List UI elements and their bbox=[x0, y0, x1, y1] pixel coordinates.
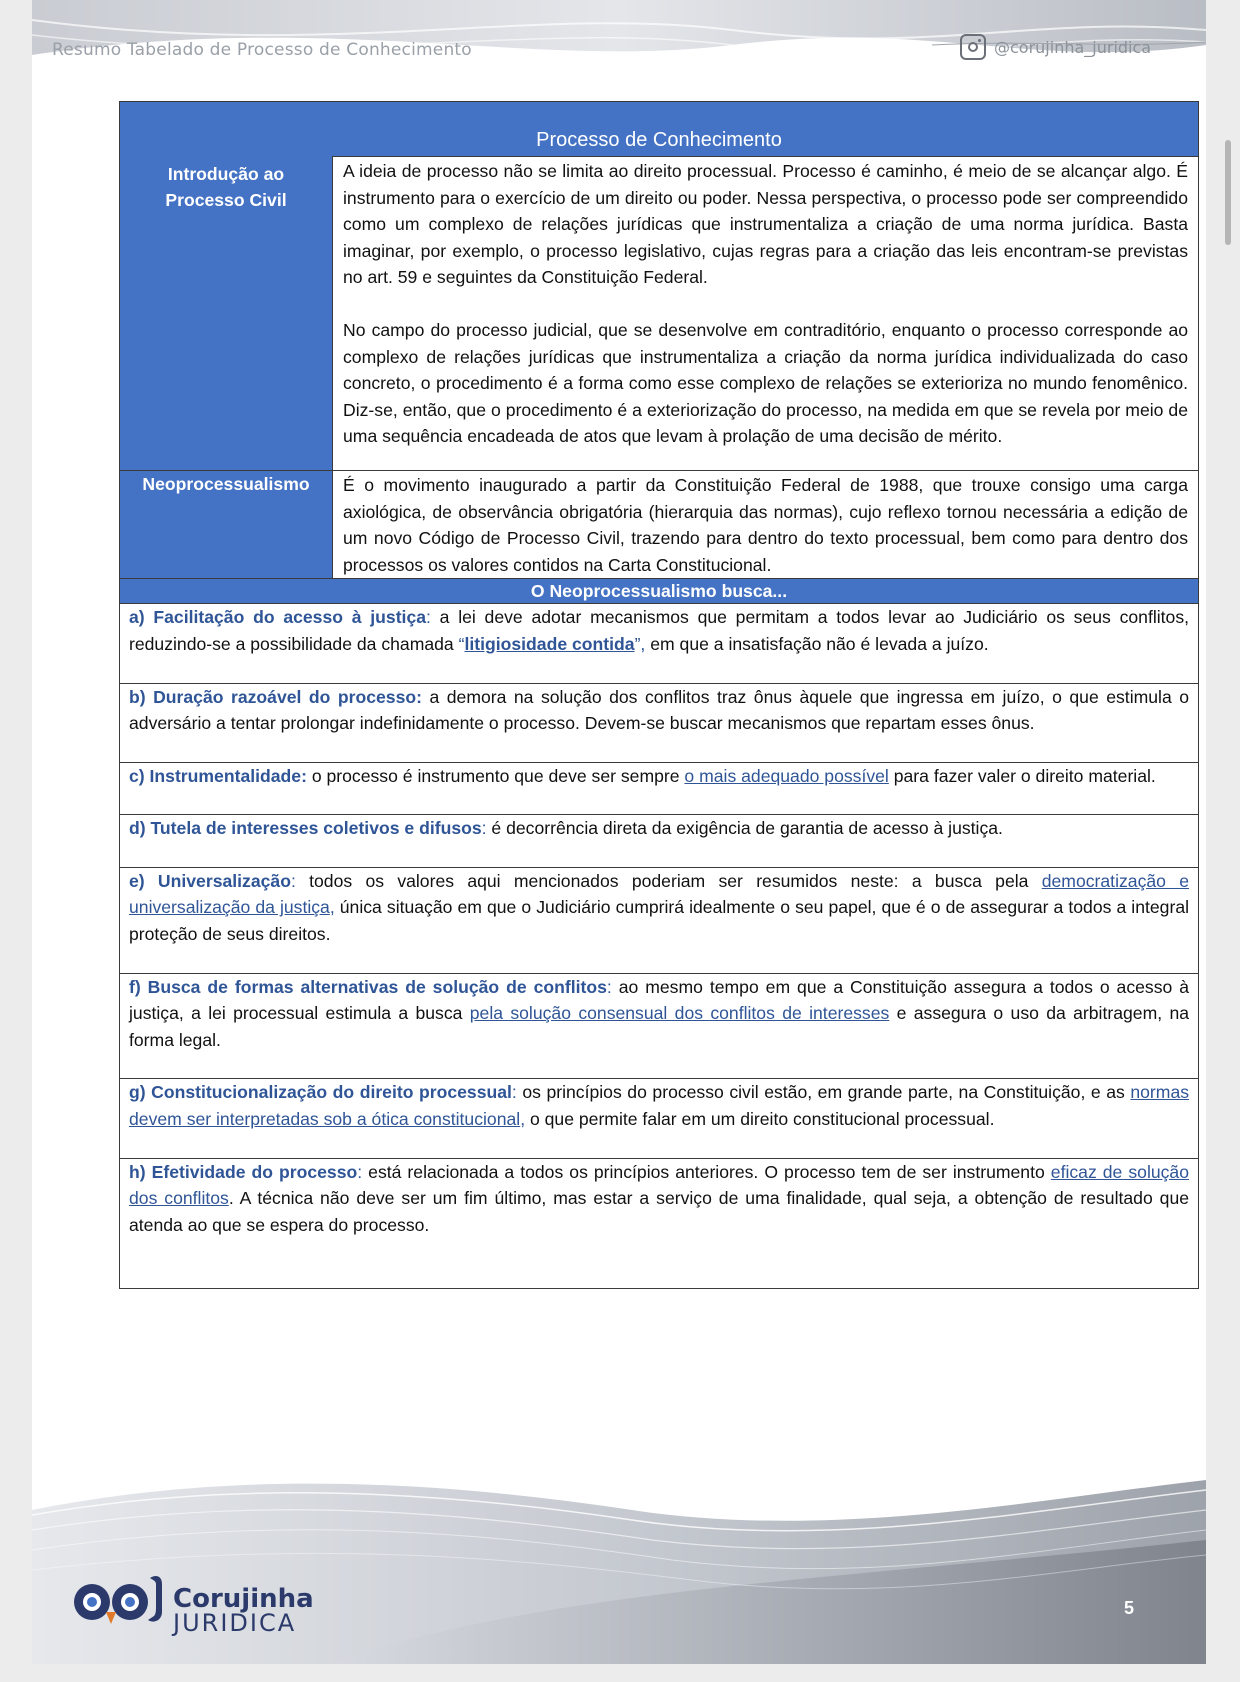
list-item bbox=[120, 867, 1199, 973]
item-separator: : bbox=[426, 607, 431, 628]
paragraph: A ideia de processo não se limita ao direito processual. Processo é caminho, é meio de se alcançar algo. É instrumento para o exercício de um direito ou poder. Nessa perspectiva, o processo pode ser compreendido como um complexo de relações jurídicas que instrumentaliza a criação de uma norma jurídica. Basta imaginar, por exemplo, o processo legislativo, cujas regras para a criação das leis encontram-se previstas no art. 59 e seguintes da Constituição Federal. bbox=[343, 161, 1189, 288]
item-text: a demora na solução dos conflitos traz ônus àquele que ingressa em juízo, o que estimula o adversário a tentar prolongar indefinidamente o processo. Devem-se buscar mecanismos que repartam esses ônus. bbox=[129, 686, 1190, 734]
table-title: Processo de Conhecimento bbox=[120, 102, 1199, 157]
owl-logo-icon bbox=[70, 1572, 180, 1630]
item-text: para fazer valer o direito material. bbox=[888, 765, 1156, 786]
row-label: Neoprocessualismo bbox=[120, 470, 333, 578]
emphasis-link[interactable]: pela solução consensual dos conflitos de interesses bbox=[469, 1003, 890, 1024]
item-text: é decorrência direta da exigência de garantia de acesso à justiça. bbox=[486, 818, 1003, 839]
item-label: h) Efetividade do processo bbox=[129, 1161, 358, 1182]
emphasis-link[interactable]: litigiosidade contida bbox=[464, 633, 635, 654]
instagram-handle: @corujinha_juridica bbox=[994, 38, 1152, 57]
quote-mark: “ bbox=[458, 633, 465, 654]
item-label: c) Instrumentalidade: bbox=[129, 765, 307, 786]
list-item bbox=[120, 1158, 1199, 1289]
quote-mark: ”, bbox=[634, 633, 646, 654]
item-text: a lei deve adotar mecanismos que permitam a todos levar ao Judiciário os seus conflitos, reduzindo-se a possibilidade da chamada bbox=[129, 607, 1190, 654]
section-header-row bbox=[120, 579, 1199, 604]
item-text: em que a insatisfação não é levada a juízo. bbox=[645, 633, 989, 654]
row-label: Introdução ao Processo Civil bbox=[120, 157, 333, 471]
list-item bbox=[120, 604, 1199, 683]
item-label: a) Facilitação do acesso à justiça bbox=[129, 607, 427, 628]
item-separator: : bbox=[290, 870, 296, 891]
item-text: todos os valores aqui mencionados poderiam ser resumidos neste: a busca pela bbox=[295, 870, 1042, 891]
table-title-row bbox=[120, 102, 1199, 157]
item-text: . A técnica não deve ser um fim último, mas estar a serviço de uma finalidade, qual seja, a obtenção de resultado que atenda ao que se espera do processo. bbox=[129, 1188, 1190, 1235]
item-text: os princípios do processo civil estão, em grande parte, na Constituição, e as bbox=[516, 1082, 1131, 1103]
section-title: O Neoprocessualismo busca... bbox=[120, 579, 1199, 604]
item-text: e assegura o uso da arbitragem, na forma legal. bbox=[129, 1003, 1190, 1050]
item-text: única situação em que o Judiciário cumprirá idealmente o seu papel, que é o de assegurar a todos a integral proteção de seus direitos. bbox=[129, 897, 1190, 945]
item-text: o processo é instrumento que deve ser sempre bbox=[306, 765, 685, 786]
vertical-scrollbar[interactable] bbox=[1225, 140, 1231, 245]
item-label: b) Duração razoável do processo: bbox=[129, 686, 422, 707]
row-content bbox=[333, 157, 1199, 471]
item-label: f) Busca de formas alternativas de solução de conflitos bbox=[129, 976, 607, 997]
emphasis-link[interactable]: o mais adequado possível bbox=[684, 765, 889, 786]
list-item bbox=[120, 762, 1199, 815]
logo-wordmark-secondary: JURIDICA bbox=[173, 1609, 297, 1637]
document-page bbox=[32, 0, 1206, 1664]
emphasis-link[interactable]: normas devem ser interpretadas sob a ótica constitucional bbox=[129, 1082, 1190, 1130]
emphasis-link[interactable]: eficaz de solução dos conflitos bbox=[129, 1161, 1190, 1209]
row-content bbox=[333, 470, 1199, 578]
list-item bbox=[120, 973, 1199, 1079]
table-row bbox=[120, 157, 1199, 471]
page-number: 5 bbox=[1124, 1598, 1135, 1618]
list-item bbox=[120, 683, 1199, 762]
list-item bbox=[120, 1079, 1199, 1158]
item-separator: : bbox=[357, 1161, 363, 1182]
logo-wordmark-primary: Corujinha bbox=[173, 1584, 314, 1614]
paragraph: É o movimento inaugurado a partir da Constituição Federal de 1988, que trouxe consigo uma carga axiológica, de observância obrigatória (hierarquia das normas), cujo reflexo tornou necessária a edição de um novo Código de Processo Civil, trazendo para dentro do texto processual, bem como para dentro dos processos os valores contidos na Carta Constitucional. bbox=[343, 474, 1189, 575]
instagram-icon bbox=[960, 34, 986, 60]
item-label: g) Constitucionalização do direito processual bbox=[129, 1082, 512, 1103]
item-text: ao mesmo tempo em que a Constituição assegura a todos o acesso à justiça, a lei processual estimula a busca bbox=[129, 976, 1190, 1024]
list-item bbox=[120, 815, 1199, 868]
item-separator: : bbox=[481, 818, 487, 839]
item-label: d) Tutela de interesses coletivos e difusos bbox=[129, 818, 482, 839]
item-label: e) Universalização bbox=[129, 870, 291, 891]
paragraph: No campo do processo judicial, que se desenvolve em contraditório, enquanto o processo corresponde ao complexo de relações jurídicas que instrumentaliza a criação da norma jurídica individualizada do caso concreto, o procedimento é a forma como esse complexo de relações se exterioriza no mundo fenomênico. Diz-se, então, que o procedimento é a exteriorização do processo, na medida em que se revela por meio de uma sequência encadeada de atos que levam à prolação de uma decisão de mérito. bbox=[343, 319, 1189, 447]
item-punctuation: , bbox=[520, 1109, 526, 1130]
item-separator: : bbox=[606, 976, 612, 997]
item-text: está relacionada a todos os princípios anteriores. O processo tem de ser instrumento bbox=[362, 1161, 1051, 1182]
item-text: o que permite falar em um direito constitucional processual. bbox=[525, 1109, 995, 1130]
item-separator: : bbox=[511, 1082, 517, 1103]
summary-table bbox=[119, 101, 1199, 1289]
emphasis-link[interactable]: democratização e universalização da justiça bbox=[129, 870, 1190, 918]
table-row bbox=[120, 470, 1199, 578]
item-punctuation: , bbox=[329, 897, 335, 918]
document-title: Resumo Tabelado de Processo de Conhecimento bbox=[52, 40, 472, 60]
